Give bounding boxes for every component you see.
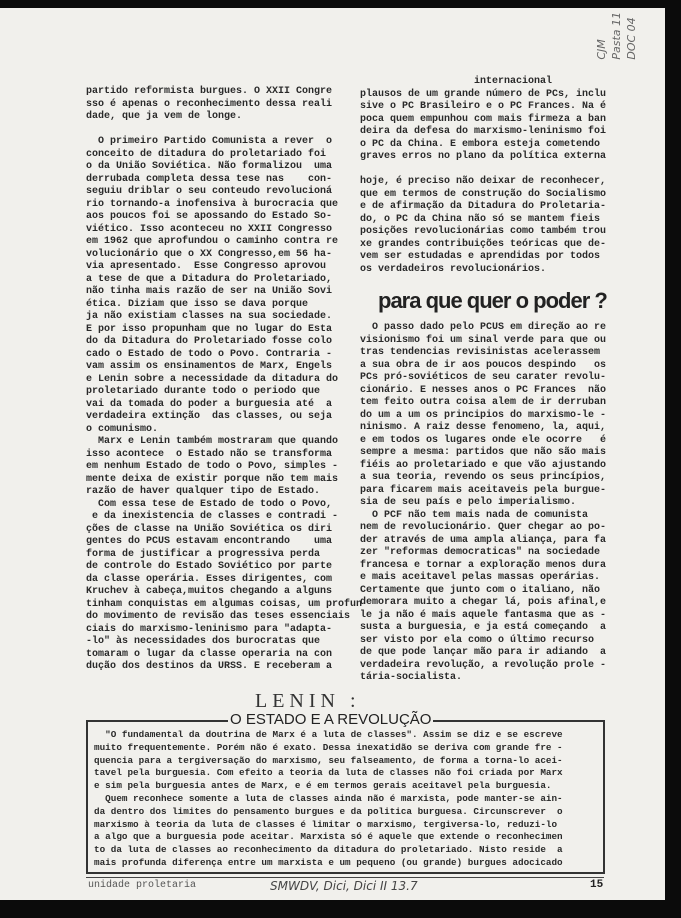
text-line: demorara muito a chegar lá, pois afinal,e (360, 597, 607, 608)
text-line: Certamente que junto com o italiano, não (360, 584, 601, 596)
text-line: via apresentado. Esse Congresso aprovou (86, 261, 327, 272)
text-line: quencia para a tergiversação do marxismo, seu falseamento, de forma a torna-lo acei- (94, 754, 563, 766)
text-line: ser visto por ela como o último recurso (360, 634, 595, 646)
text-line (360, 164, 622, 177)
quote-title: LENIN : (255, 690, 361, 712)
text-line: e sim pela burguesia antes de Marx, e é em termos gerais aceitavel pela burguesia. (94, 780, 552, 792)
text-line: seguiu driblar o seu conteudo revolucioná (86, 186, 333, 197)
text-line: dade, que ja vem de longe. (86, 111, 243, 122)
text-line: le ja não é mais aquele fantasma que as - (360, 609, 607, 621)
note-line: DOC 04 (625, 17, 638, 60)
text-line: graves erros no plano da política externa (360, 151, 607, 162)
text-line: francesa e tornar a exploração menos dura (360, 559, 607, 571)
text-line: posições revolucionárias como também trou (360, 226, 607, 237)
text-line: tinham conquistas em algumas coisas, um profun (86, 598, 363, 610)
text-line: tavel pela burguesia. Com efeito a teoria da luta de classes não foi criada por Marx (94, 767, 563, 779)
text-line: vai da tomada do poder a burguesia até a (86, 398, 333, 410)
text-line: ninismo. A raiz desse fenomeno, la, aqui, (360, 422, 607, 433)
text-line: fiéis ao proletariado e que vão ajustando (360, 459, 607, 471)
text-line: Marx e Lenin também mostraram que quando (86, 436, 339, 447)
text-line: viético. Isso aconteceu no XXII Congresso (86, 223, 333, 235)
text-line: não tinha mais razão de ser na União Sovi (86, 286, 333, 297)
text-line: verdadeira revolução, a revolução prole - (360, 659, 607, 671)
text-line: derrubada completa dessa tese nas con- (86, 173, 333, 185)
text-line: sempre a mesma: partidos que não são mais (360, 447, 607, 458)
text-line: tária-socialista. (360, 672, 463, 683)
text-line: poca quem empunhou com mais firmeza a ban (360, 113, 607, 125)
text-line: partido reformista burgues. O XXII Congre (86, 86, 333, 97)
text-line: e da inexistencia de classes e contradi - (86, 511, 339, 522)
text-line: verdadeira extinção das classes, ou seja (86, 411, 333, 422)
left-column (86, 86, 363, 674)
text-line: que em termos de construção do Socialismo (360, 188, 607, 200)
text-line: forma de justificar a progressiva perda (86, 548, 321, 560)
text-line: O PCF não tem mais nada de comunista (360, 509, 589, 521)
text-line: xe grandes contribuições teóricas que de- (360, 238, 607, 250)
section-heading: para que quer o poder ? (378, 288, 607, 313)
text-line: hoje, é preciso não deixar de reconhecer, (360, 176, 607, 187)
text-line: ciais do marxismo-leninismo para "adapta- (86, 623, 333, 635)
text-line: conceito de ditadura do proletariado foi (86, 148, 327, 160)
text-line: em nenhum Estado de todo o Povo, simples - (86, 461, 339, 472)
text-line: aos poucos foi se apossando do Estado So- (86, 211, 333, 222)
text-line: volucionário que o XX Congresso,em 56 ha- (86, 248, 333, 260)
text-line: tras tendencias revisinistas acelerassem (360, 347, 601, 358)
text-line: mais profunda diferença entre um marxista e um pequeno (ou grande) burgues adocicado (94, 856, 563, 868)
text-line: para ficarem mais aceitaveis pela burgue- (360, 484, 607, 496)
text-line: gentes do PCUS estavam encontrando uma (86, 536, 333, 547)
text-line: de que pode lançar mão para ir adiando a (360, 647, 607, 658)
text-line: proletariado durante todo o periodo que (86, 386, 321, 397)
text-line: a algo que a burguesia pode aceitar. Marxista só é aquele que extende o reconhecimen (94, 831, 563, 843)
text-line: em 1962 que aprofundou o caminho contra re (86, 236, 339, 247)
text-line: do, o PC da China não só se mantem fieis (360, 213, 601, 225)
text-line: a sua obra de ir aos poucos despindo os (360, 359, 607, 371)
text-line: muito frequentemente. Porém não é exato. Dessa inexatidão se deriva com grande fre - (94, 741, 563, 753)
text-line: mente deixa de existir porque não tem mais (86, 473, 339, 485)
text-line: to da luta de classes ao reconhecimento da ditadura do proletariado. Nisto reside a (94, 844, 563, 856)
text-line: visionismo foi um sinal verde para que ou (360, 334, 607, 346)
text-line: ética. Diziam que isso se dava porque (86, 298, 309, 310)
right-column-top (360, 76, 622, 276)
text-line: da classe operária. Esses dirigentes, com (86, 573, 333, 585)
text-line: o da União Soviética. Não formalizou uma (86, 161, 333, 172)
text-line: e de afirmação da Ditadura do Proletaria- (360, 201, 607, 212)
text-line: do movimento de revisão das teses essenciais (86, 611, 351, 622)
text-line: PCs pró-soviéticos de seu carater revolu- (360, 372, 607, 383)
right-column-bottom (360, 322, 622, 685)
text-line: isso acontece o Estado não se transforma (86, 448, 333, 460)
publication-name: unidade proletaria (88, 880, 197, 891)
text-line: a sua teoria, revendo os seus princípios, (360, 472, 607, 483)
text-line: der através de uma ampla aliança, para fa (360, 534, 607, 546)
text-line: zer "reformas democraticas" na sociedade (360, 547, 601, 558)
text-line: do um a um os principios do marxismo-le - (360, 409, 607, 421)
text-line: tomaram o lugar da classe operaria na con (86, 648, 333, 660)
right-column (360, 76, 622, 685)
text-line: sive o PC Brasileiro e o PC Frances. Na é (360, 101, 607, 112)
text-line: -lo" às necessidades dos burocratas que (86, 636, 321, 647)
text-line: rio tornando-a inofensiva à burocracia que (86, 198, 339, 210)
text-line: internacional (360, 76, 553, 87)
text-line: O passo dado pelo PCUS em direção ao re (360, 322, 607, 333)
text-line: cionário. E nesses anos o PC Frances não (360, 384, 607, 396)
text-line: razão de haver qualquer tipo de Estado. (86, 486, 321, 497)
text-line: ja não existiam classes na sua sociedade. (86, 311, 333, 322)
text-line: "O fundamental da doutrina de Marx é a luta de classes". Assim se diz e se escreve (94, 729, 563, 740)
handwritten-archive-note (596, 12, 638, 60)
text-line: os verdadeiros revolucionários. (360, 263, 547, 275)
text-line: deira da defesa do marxismo-leninismo foi (360, 126, 607, 137)
text-line: o PC da China. E embora esteja cometendo (360, 138, 601, 150)
text-line: a tese de que a Ditadura do Proletariado, (86, 273, 333, 285)
text-line: tem feito outra coisa alem de ir derruban (360, 397, 607, 408)
text-line: marxismo à teoria da luta de classes é limitar o marxismo, tergiversa-lo, reduzi-lo (94, 818, 558, 830)
text-line: do da Ditadura do Proletariado fosse colo (86, 336, 333, 347)
text-line: Com essa tese de Estado de todo o Povo, (86, 498, 333, 510)
handwritten-reference: SMWDV, Dici, Dici II 13.7 (270, 879, 418, 893)
note-line: Pasta 11 (610, 12, 623, 60)
text-line: Quem reconhece somente a luta de classes ainda não é marxista, pode manter-se ain- (94, 792, 563, 804)
text-line: e Lenin sobre a necessidade da ditadura do (86, 373, 339, 385)
text-line: da dentro dos limites do pensamento burgues e da politica burguesa. Circunscrever o (94, 805, 563, 817)
text-line: vam assim os ensinamentos de Marx, Engels (86, 361, 333, 372)
text-line: e mais aceitavel pelas massas operárias. (360, 572, 601, 583)
text-line: sia de seu país e pelo imperialismo. (360, 497, 577, 508)
text-line (86, 124, 348, 137)
text-line: E por isso propunham que no lugar do Esta (86, 323, 333, 335)
text-line: de controle do Estado Soviético por parte (86, 561, 333, 572)
text-line: plausos de um grande número de PCs, inclu (360, 88, 607, 100)
text-line: sso é apenas o reconhecimento dessa reali (86, 98, 333, 110)
text-line: O primeiro Partido Comunista a rever o (86, 136, 333, 147)
footer-divider (86, 877, 604, 878)
text-line: vem ser estudadas e aprendidas por todos (360, 251, 601, 262)
quote-text (94, 729, 594, 870)
text-line: o comunismo. (86, 423, 159, 435)
page-number: 15 (590, 879, 604, 891)
text-line: ções de classe na União Soviética os diri (86, 523, 333, 535)
text-line: susta a burguesia, e ja está começando a (360, 622, 607, 633)
text-line: dução dos destinos da URSS. E receberam a (86, 661, 333, 672)
text-line: Kruchev à cabeça,muitos chegando a alguns (86, 586, 333, 597)
note-line: CJM (595, 39, 608, 60)
quote-subtitle: O ESTADO E A REVOLUÇÃO (230, 711, 432, 728)
text-line: cado o Estado de todo o Povo. Contraria - (86, 348, 333, 360)
text-line: e em todos os lugares onde ele ocorre é (360, 434, 607, 446)
text-line: nem de revolucionário. Quer chegar ao po- (360, 522, 607, 533)
